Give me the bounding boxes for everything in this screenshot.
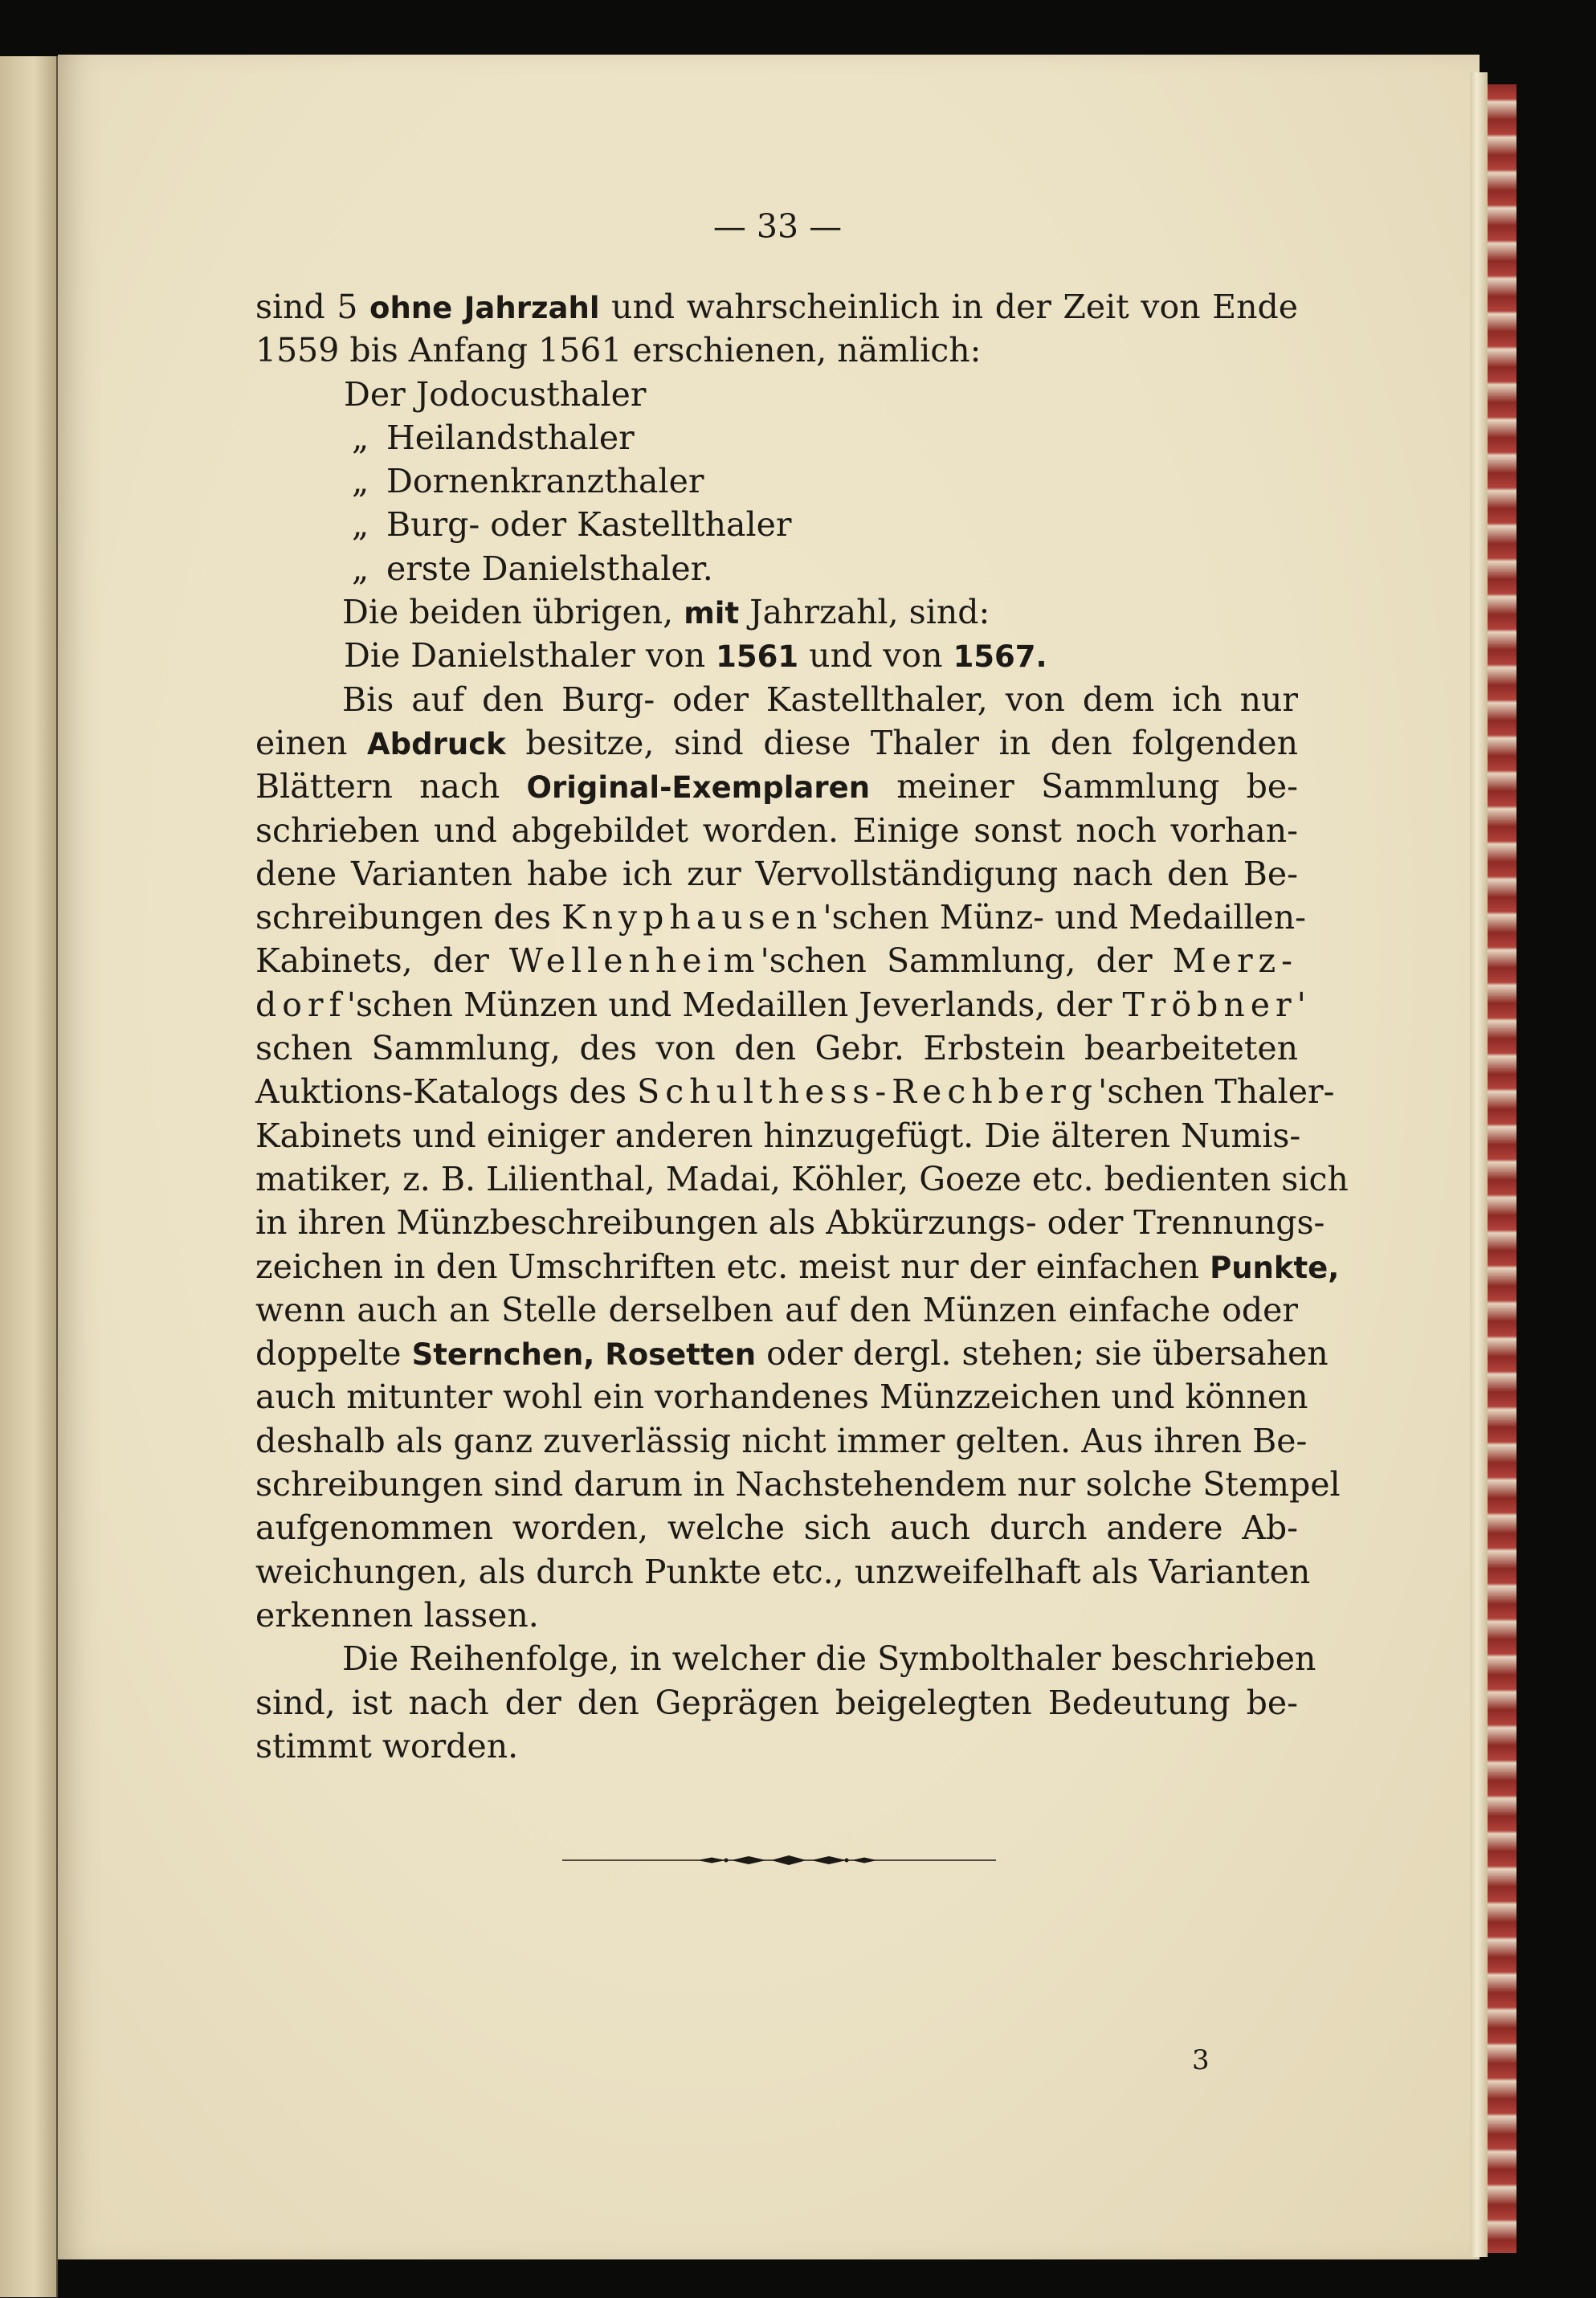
text-line: Auktions-Katalogs des Schulthess-Rechberg'schen Thaler-: [255, 1072, 1335, 1112]
book-binding: [1488, 84, 1516, 2253]
ditto-mark: „: [352, 462, 369, 501]
text-line: auch mitunter wohl ein vorhandenes Münzzeichen und können: [255, 1378, 1308, 1417]
text-line: Die Reihenfolge, in welcher die Symbolthaler beschrieben: [342, 1639, 1316, 1679]
text-line: 1559 bis Anfang 1561 erschienen, nämlich:: [255, 331, 982, 370]
text-line: dorf'schen Münzen und Medaillen Jeverlands, der Tröbner': [255, 985, 1306, 1024]
text-line: erkennen lassen.: [255, 1595, 539, 1635]
text-line: sind 5 ohne Jahrzahl und wahrscheinlich in der Zeit von Ende: [255, 288, 1298, 326]
text-line: matiker, z. B. Lilienthal, Madai, Köhler, Goeze etc. bedienten sich: [255, 1159, 1349, 1198]
left-page-edge: [0, 56, 58, 2297]
text-line: Die Danielsthaler von 1561 und von 1567.: [344, 636, 1047, 676]
text-line: wenn auch an Stelle derselben auf den Münzen einfache oder: [255, 1290, 1298, 1329]
text-line: einen Abdruck besitze, sind diese Thaler in den folgenden: [255, 723, 1298, 762]
text-line: aufgenommen worden, welche sich auch durch andere Ab-: [255, 1508, 1298, 1548]
text-line: in ihren Münzbeschreibungen als Abkürzungs- oder Trennungs-: [255, 1203, 1325, 1243]
text-line: schen Sammlung, des von den Gebr. Erbstein bearbeiteten: [255, 1029, 1298, 1068]
list-item: „ Dornenkranzthaler: [255, 459, 1298, 503]
text-line: dene Varianten habe ich zur Vervollständigung nach den Be-: [255, 854, 1298, 893]
text-line: deshalb als ganz zuverlässig nicht immer gelten. Aus ihren Be-: [255, 1421, 1308, 1460]
ditto-mark: „: [352, 418, 369, 457]
page-stack-edge: [1470, 72, 1488, 2257]
page-number: — 33 —: [712, 207, 843, 246]
ornamental-divider: [562, 1851, 996, 1870]
list-item: „ Burg- oder Kastellthaler: [255, 503, 1298, 546]
ditto-mark: „: [352, 505, 369, 545]
text-line: schrieben und abgebildet worden. Einige sonst noch vorhan-: [255, 810, 1298, 850]
text-line: Die beiden übrigen, mit Jahrzahl, sind:: [342, 593, 990, 632]
text-line: Bis auf den Burg- oder Kastellthaler, von dem ich nur: [342, 680, 1298, 719]
list-item: Der Jodocusthaler: [344, 374, 647, 414]
text-line: schreibungen des Knyphausen'schen Münz- und Medaillen-: [255, 898, 1306, 937]
body-text: [255, 285, 1349, 1768]
ditto-mark: „: [352, 549, 369, 588]
text-line: doppelte Sternchen, Rosetten oder dergl. stehen; sie übersahen: [255, 1334, 1329, 1373]
text-line: weichungen, als durch Punkte etc., unzweifelhaft als Varianten: [255, 1552, 1311, 1591]
text-line: zeichen in den Umschriften etc. meist nur der einfachen Punkte,: [255, 1247, 1340, 1286]
signature-mark: 3: [1192, 2044, 1210, 2076]
text-line: stimmt worden.: [255, 1726, 519, 1765]
text-line: sind, ist nach der den Geprägen beigelegten Bedeutung be-: [255, 1683, 1298, 1722]
text-line: Kabinets, der Wellenheim'schen Sammlung, der Merz-: [255, 941, 1299, 981]
list-item: „ erste Danielsthaler.: [255, 547, 1298, 590]
text-line: Kabinets und einiger anderen hinzugefügt. Die älteren Numis-: [255, 1116, 1301, 1155]
text-line: Blättern nach Original-Exemplaren meiner Sammlung be-: [255, 767, 1298, 806]
list-item: „ Heilandsthaler: [255, 416, 1298, 459]
text-line: schreibungen sind darum in Nachstehendem nur solche Stempel: [255, 1465, 1341, 1504]
